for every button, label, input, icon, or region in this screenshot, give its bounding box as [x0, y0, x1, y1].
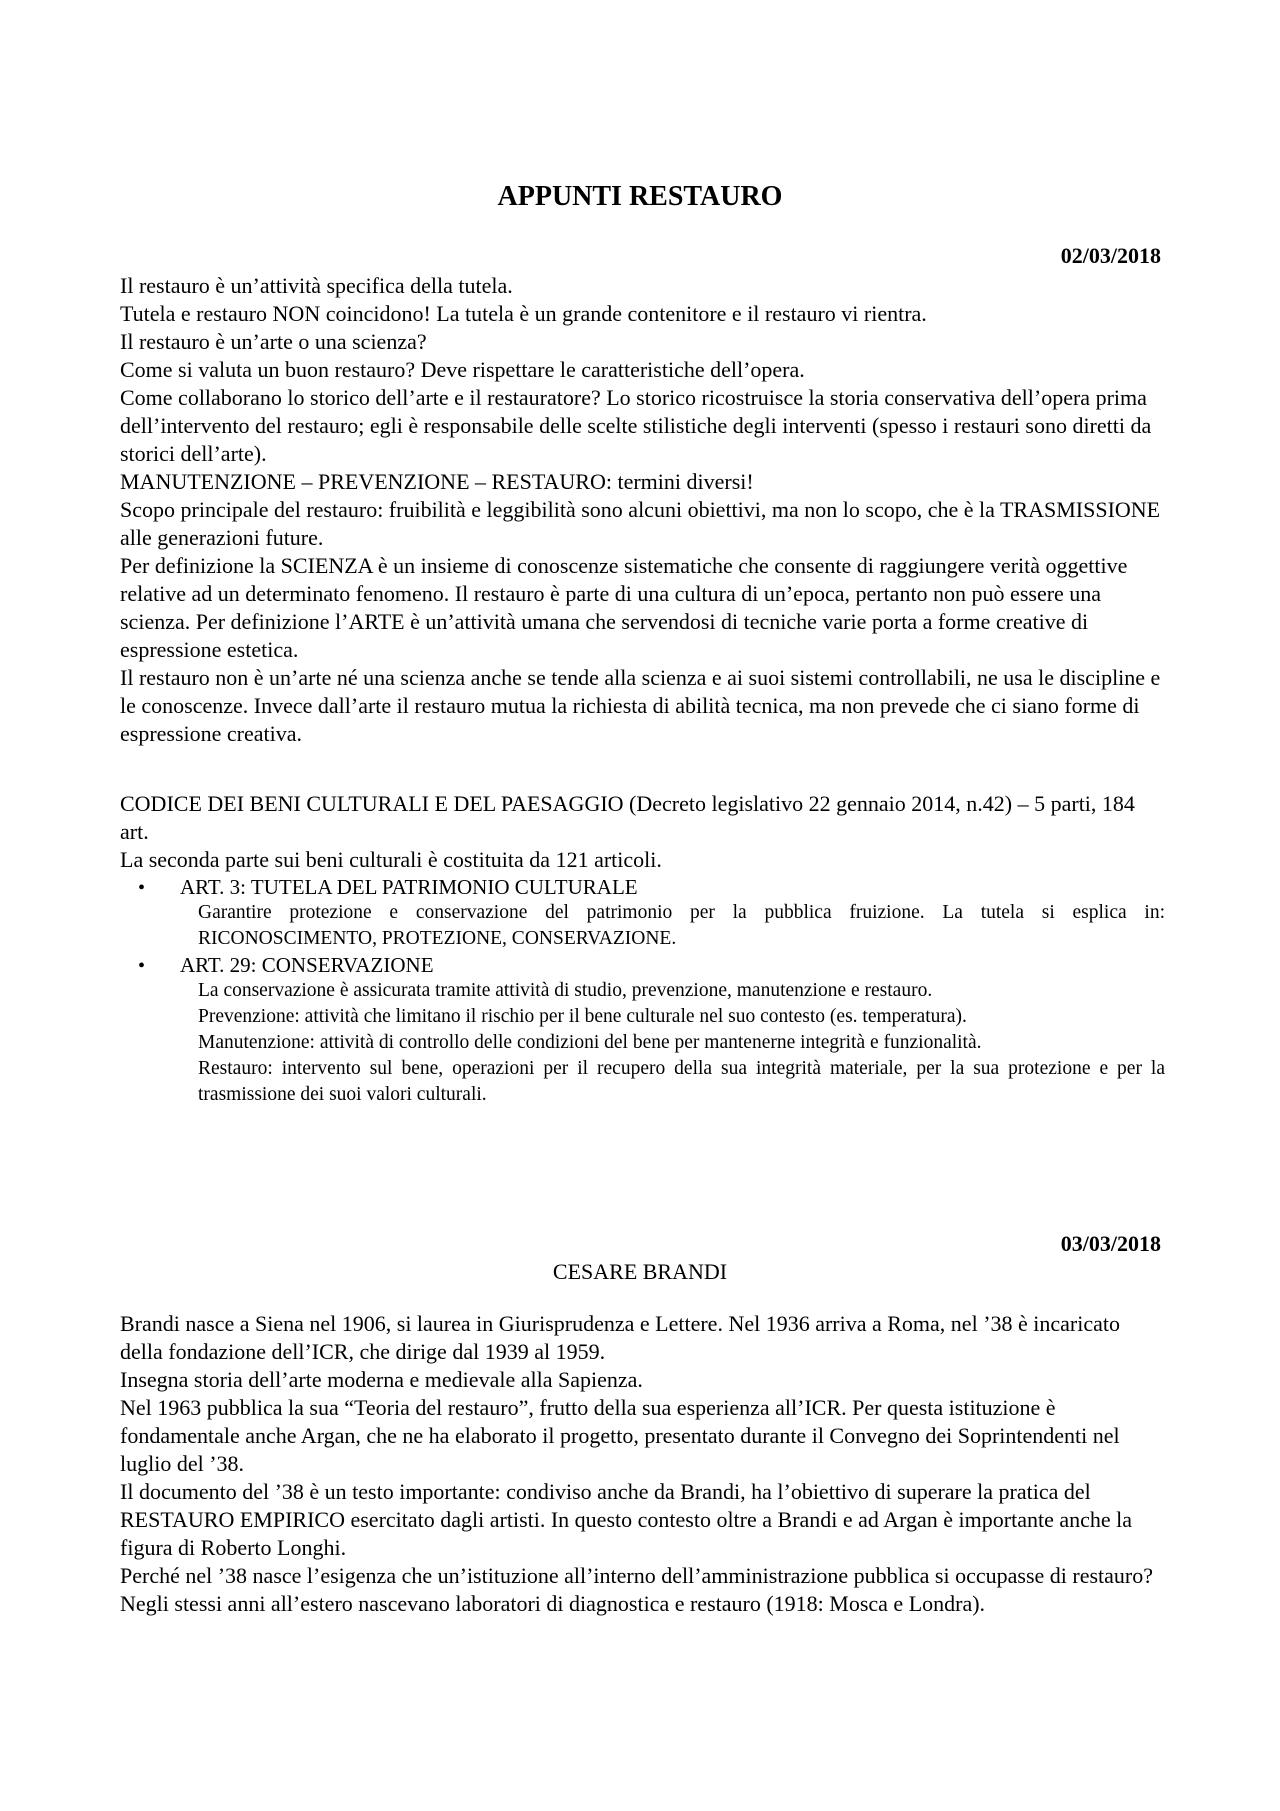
bullet-icon: •: [138, 877, 146, 899]
paragraph: Come collaborano lo storico dell’arte e il restauratore? Lo storico ricostruisce la storia conservativa dell’opera prima dell’intervento del restauro; egli è responsabile delle scelte stilistiche degli interventi (spesso i restauri sono diretti da storici dell’arte).: [120, 385, 1152, 466]
codice-section: [120, 790, 1165, 1108]
article-text: La conservazione è assicurata tramite attività di studio, prevenzione, manutenzione e restauro.: [198, 980, 933, 1001]
article-text: Manutenzione: attività di controllo delle condizioni del bene per mantenerne integrità e funzionalità.: [198, 1032, 982, 1053]
codice-heading: CODICE DEI BENI CULTURALI E DEL PAESAGGIO (Decreto legislativo 22 gennaio 2014, n.42) – 5 parti, 184 art.: [120, 791, 1135, 844]
paragraph: Nel 1963 pubblica la sua “Teoria del restauro”, frutto della sua esperienza all’ICR. Per questa istituzione è fondamentale anche Argan, che ne ha elaborato il progetto, presentato durante il Convegno dei Soprintendenti nel luglio del ’38.: [120, 1395, 1120, 1476]
paragraph: MANUTENZIONE – PREVENZIONE – RESTAURO: termini diversi!: [120, 469, 754, 494]
article-body: [180, 978, 1165, 1108]
paragraph: Tutela e restauro NON coincidono! La tutela è un grande contenitore e il restauro vi rientra.: [120, 301, 927, 326]
section-body: [120, 1310, 1165, 1618]
section-date: 03/03/2018: [1060, 1231, 1161, 1256]
section-heading: CESARE BRANDI: [552, 1259, 728, 1284]
paragraph: Il restauro è un’attività specifica della tutela.: [120, 273, 513, 298]
article-text: Prevenzione: attività che limitano il rischio per il bene culturale nel suo contesto (es. temperatura).: [198, 1006, 967, 1027]
paragraph: Perché nel ’38 nasce l’esigenza che un’istituzione all’interno dell’amministrazione pubblica si occupasse di restauro? Negli stessi anni all’estero nascevano laboratori di diagnostica e restauro (1918: Mosca e Londra).: [120, 1563, 1154, 1616]
page-title: APPUNTI RESTAURO: [497, 181, 783, 212]
article-title: ART. 3: TUTELA DEL PATRIMONIO CULTURALE: [180, 875, 638, 899]
list-item: [120, 952, 1165, 1108]
list-item: [120, 874, 1165, 952]
article-text: Garantire protezione e conservazione del patrimonio per la pubblica fruizione. La tutela si esplica in: RICONOSCIMENTO, PROTEZIONE, CONSERVAZIONE.: [198, 902, 1165, 949]
article-body: [180, 900, 1165, 952]
paragraph: Brandi nasce a Siena nel 1906, si laurea in Giurisprudenza e Lettere. Nel 1936 arriva a Roma, nel ’38 è incaricato della fondazione dell’ICR, che dirige dal 1939 al 1959.: [120, 1311, 1121, 1364]
article-list: [120, 874, 1165, 1108]
paragraph: Il restauro è un’arte o una scienza?: [120, 329, 427, 354]
paragraph: Il restauro non è un’arte né una scienza anche se tende alla scienza e ai suoi sistemi controllabili, ne usa le discipline e le conoscenze. Invece dall’arte il restauro mutua la richiesta di abilità tecnica, ma non prevede che ci siano forme di espressione creativa.: [120, 665, 1161, 746]
article-title: ART. 29: CONSERVAZIONE: [180, 953, 434, 977]
paragraph: Come si valuta un buon restauro? Deve rispettare le caratteristiche dell’opera.: [120, 357, 805, 382]
article-text: Restauro: intervento sul bene, operazioni per il recupero della sua integrità materiale, per la sua protezione e per la trasmissione dei suoi valori culturali.: [198, 1058, 1165, 1105]
paragraph: Scopo principale del restauro: fruibilità e leggibilità sono alcuni obiettivi, ma non lo scopo, che è la TRASMISSIONE alle generazioni future.: [120, 497, 1161, 550]
codice-intro: La seconda parte sui beni culturali è costituita da 121 articoli.: [120, 847, 662, 872]
paragraph: Il documento del ’38 è un testo importante: condiviso anche da Brandi, ha l’obiettivo di superare la pratica del RESTAURO EMPIRICO esercitato dagli artisti. In questo contesto oltre a Brandi e ad Argan è importante anche la figura di Roberto Longhi.: [120, 1479, 1133, 1560]
section-body: [120, 272, 1165, 748]
section-date: 02/03/2018: [1060, 243, 1161, 268]
bullet-icon: •: [138, 955, 146, 977]
paragraph: Per definizione la SCIENZA è un insieme di conoscenze sistematiche che consente di raggiungere verità oggettive relative ad un determinato fenomeno. Il restauro è parte di una cultura di un’epoca, pertanto non può essere una scienza. Per definizione l’ARTE è un’attività umana che servendosi di tecniche varie porta a forme creative di espressione estetica.: [120, 553, 1128, 662]
paragraph: Insegna storia dell’arte moderna e medievale alla Sapienza.: [120, 1367, 643, 1392]
